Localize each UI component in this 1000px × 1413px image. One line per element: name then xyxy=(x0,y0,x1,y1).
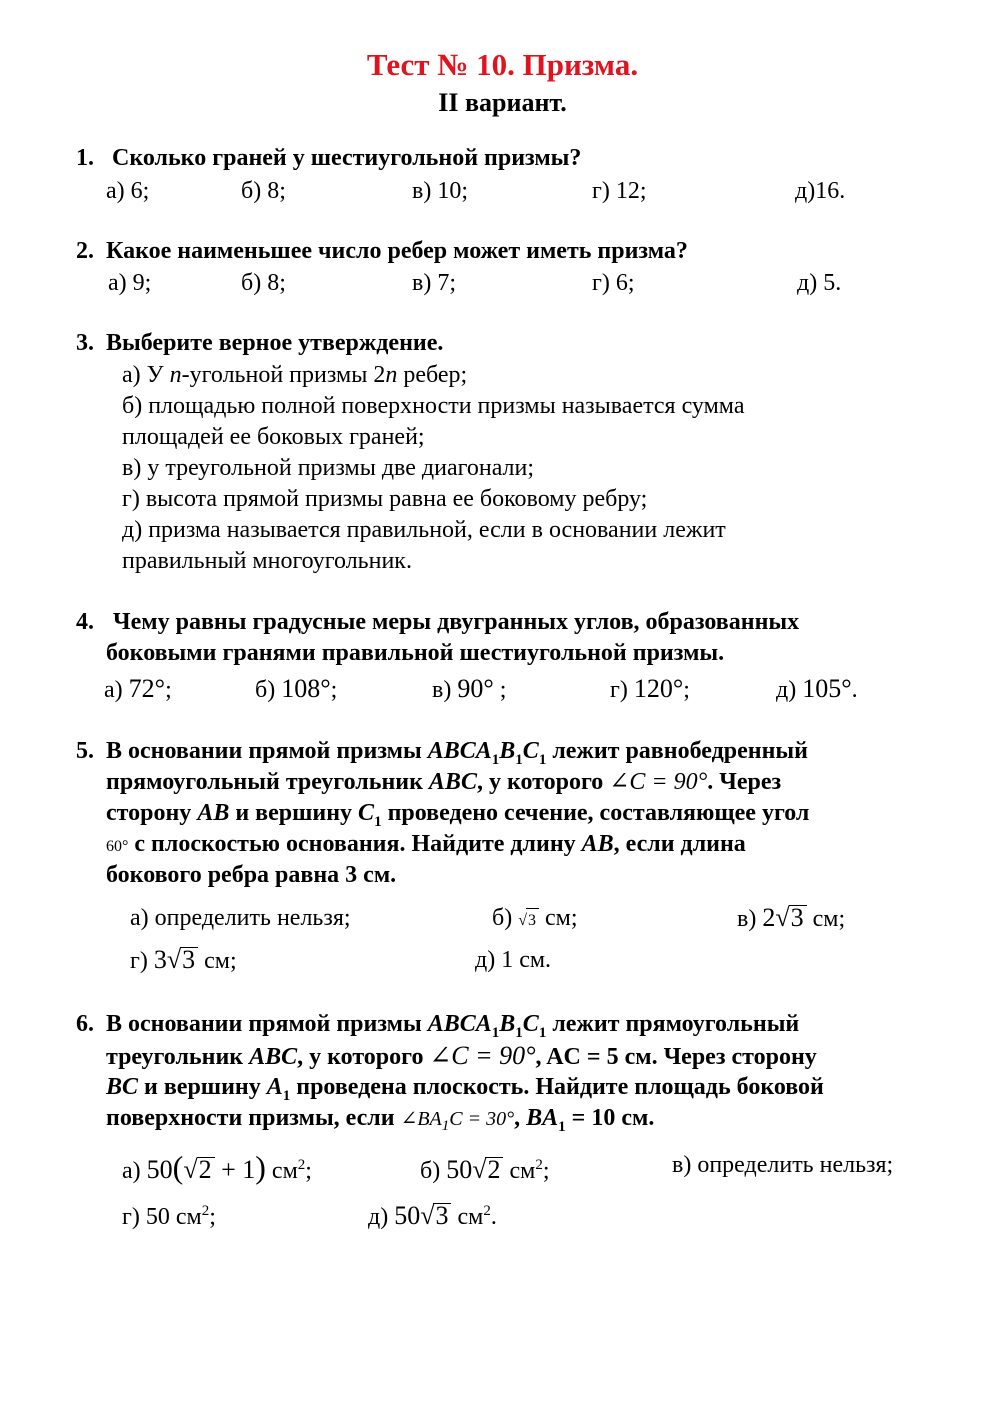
question-5-number: 5. xyxy=(76,738,94,764)
question-5-text-line5: бокового ребра равна 3 см. xyxy=(106,862,397,888)
q3-option-a: а) У n-угольной призмы 2n ребер; xyxy=(122,362,468,388)
q2-option-b: б) 8; xyxy=(241,270,286,296)
q5-option-b: б) √3 см; xyxy=(492,905,578,931)
question-6-text-line2: треугольник ABC, у которого ∠C = 90°, AC = 5 см. Через сторону xyxy=(106,1041,817,1070)
q1-option-b: б) 8; xyxy=(241,178,286,204)
q3-option-c: в) у треугольной призмы две диагонали; xyxy=(122,455,535,481)
q3-option-b-line2: площадей ее боковых граней; xyxy=(122,424,425,450)
q3-option-d: г) высота прямой призмы равна ее боковому ребру; xyxy=(122,486,648,512)
q2-option-e: д) 5. xyxy=(797,270,842,296)
q4-option-e: д) 105°. xyxy=(776,674,858,703)
question-1-text: Сколько граней у шестиугольной призмы? xyxy=(112,145,582,171)
question-3-text: Выберите верное утверждение. xyxy=(106,330,444,356)
question-4-number: 4. xyxy=(76,609,94,635)
page-title: Тест № 10. Призма. xyxy=(366,47,639,82)
q2-option-a: а) 9; xyxy=(108,270,152,296)
question-6-text-line4: поверхности призмы, если $\angle BA_1C = 30^\circ$, $BA_1 = 10$ см. xyxy=(106,1105,655,1135)
question-6-text-line3: BC и вершину $A_1$ проведена плоскость. Найдите площадь боковой xyxy=(106,1074,824,1104)
q1-option-e: д)16. xyxy=(795,178,846,204)
q1-option-a: а) 6; xyxy=(106,178,150,204)
question-4-text-line2: боковыми гранями правильной шестиугольной призмы. xyxy=(106,640,725,666)
q4-option-a: а) 72°; xyxy=(104,674,172,703)
q4-option-c: в) 90° ; xyxy=(432,674,507,703)
question-5-text-line1: В основании прямой призмы $ABCA_1B_1C_1$ лежит равнобедренный xyxy=(106,738,808,768)
q3-option-e-line2: правильный многоугольник. xyxy=(122,548,412,574)
question-6-text-line1: В основании прямой призмы $ABCA_1B_1C_1$ лежит прямоугольный xyxy=(106,1011,800,1041)
q1-option-d: г) 12; xyxy=(592,178,647,204)
q2-option-c: в) 7; xyxy=(412,270,456,296)
question-5-text-line3: сторону AB и вершину $C_1$ проведено сечение, составляющее угол xyxy=(106,800,810,830)
q6-option-c: в) определить нельзя; xyxy=(672,1152,894,1178)
q4-option-d: г) 120°; xyxy=(610,674,690,703)
question-4-text-line1: Чему равны градусные меры двугранных углов, образованных xyxy=(113,609,800,635)
q2-option-d: г) 6; xyxy=(592,270,635,296)
question-5-text-line2: прямоугольный треугольник ABC, у которого ∠C = 90°. Через xyxy=(106,769,782,795)
q3-option-e-line1: д) призма называется правильной, если в основании лежит xyxy=(122,517,726,543)
q6-option-e: д) 50√3 $см^2$. xyxy=(368,1201,497,1230)
q5-option-e: д) 1 см. xyxy=(475,947,552,973)
q6-option-d: г) 50 $см^2$; xyxy=(122,1203,216,1230)
question-2-text: Какое наименьшее число ребер может иметь призма? xyxy=(106,238,688,264)
question-2-number: 2. xyxy=(76,238,94,264)
question-3-number: 3. xyxy=(76,330,94,356)
q5-option-d: г) 3√3 см; xyxy=(130,945,237,974)
q1-option-c: в) 10; xyxy=(412,178,468,204)
q5-option-a: а) определить нельзя; xyxy=(130,905,351,931)
q4-option-b: б) 108°; xyxy=(255,674,338,703)
variant-subtitle: II вариант. xyxy=(438,88,567,117)
q3-option-b-line1: б) площадью полной поверхности призмы называется сумма xyxy=(122,393,745,419)
q5-option-c: в) 2√3 см; xyxy=(737,903,846,932)
question-6-number: 6. xyxy=(76,1011,94,1037)
question-5-text-line4: 60° с плоскостью основания. Найдите длину AB, если длина xyxy=(106,831,746,857)
q6-option-a: а) 50(√2 + 1) $см^2$; xyxy=(122,1149,312,1185)
q6-option-b: б) 50√2 $см^2$; xyxy=(420,1155,550,1184)
question-1-number: 1. xyxy=(76,145,94,171)
